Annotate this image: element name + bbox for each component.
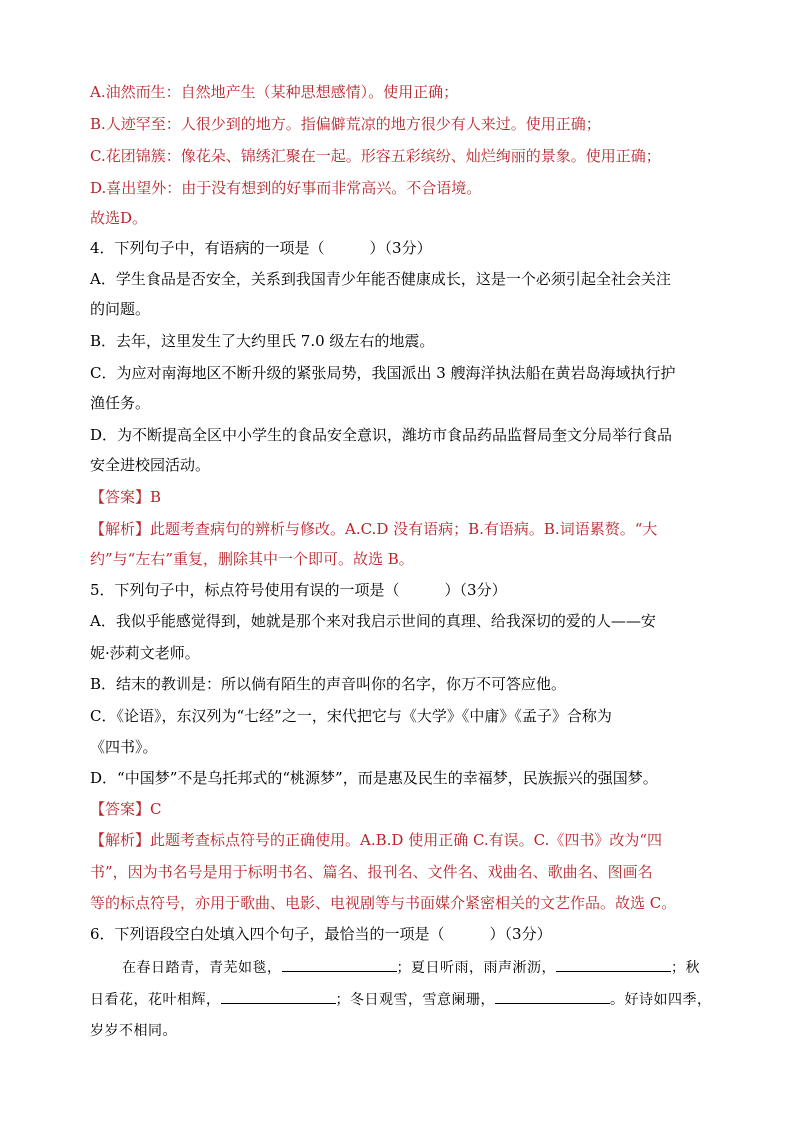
q5-option-a: A．我似乎能感觉得到，她就是那个来对我启示世间的真理、给我深切的爱的人——安: [90, 612, 656, 630]
q3-conclusion: 故选D。: [90, 209, 148, 227]
fill-blank-2: [556, 957, 671, 972]
q5-analysis-cont-1: 书”，因为书名号是用于标明书名、篇名、报刊名、文件名、戏曲名、歌曲名、图画名: [90, 863, 653, 881]
q4-option-b: B．去年，这里发生了大约里氏 7.0 级左右的地震。: [90, 332, 435, 350]
analysis-tag: 【解析】: [90, 831, 151, 849]
q5-analysis-cont-2: 等的标点符号，亦用于歌曲、电影、电视剧等与书面媒介紧密相关的文艺作品。故选 C。: [90, 894, 677, 912]
fill-blank-3: [221, 989, 336, 1004]
fill-blank-1: [282, 957, 397, 972]
passage-text: ；秋: [671, 960, 700, 976]
analysis-tag: 【解析】: [90, 520, 151, 538]
q4-option-a-cont: 的问题。: [90, 300, 151, 318]
q5-analysis: [90, 830, 662, 850]
q5-stem: 5．下列句子中，标点符号使用有误的一项是（ ）（3分）: [90, 581, 507, 599]
q5-option-d: D．“中国梦”不是乌托邦式的“桃源梦”，而是惠及民生的幸福梦，民族振兴的强国梦。: [90, 769, 658, 787]
fill-blank-4: [495, 989, 610, 1004]
q5-option-c-cont: 《四书》。: [90, 738, 158, 756]
option-b-explanation: B.人迹罕至：人很少到的地方。指偏僻荒凉的地方很少有人来过。使用正确；: [90, 115, 601, 133]
option-a-explanation: A.油然而生：自然地产生（某种思想感情）。使用正确；: [90, 83, 459, 101]
q4-analysis: [90, 519, 657, 539]
q5-answer: [90, 799, 162, 819]
passage-text: 在春日踏青，青芜如毯，: [122, 960, 282, 976]
q4-option-a: A．学生食品是否安全，关系到我国青少年能否健康成长，这是一个必须引起全社会关注: [90, 270, 671, 288]
analysis-text: 此题考查标点符号的正确使用。A.B.D 使用正确 C.有误。C.《四书》改为“四: [150, 831, 663, 849]
answer-tag: 【答案】: [90, 488, 151, 506]
q6-stem: 6．下列语段空白处填入四个句子，最恰当的一项是（ ）（3分）: [90, 925, 552, 943]
option-d-explanation: D.喜出望外：由于没有想到的好事而非常高兴。不合语境。: [90, 179, 482, 197]
answer-value: B: [150, 488, 162, 506]
passage-text: 日看花，花叶相辉，: [90, 992, 221, 1008]
passage-text: ；夏日听雨，雨声淅沥，: [396, 960, 556, 976]
q4-stem: 4．下列句子中，有语病的一项是（ ）（3分）: [90, 239, 432, 257]
q4-option-d-cont: 安全进校园活动。: [90, 456, 211, 474]
q6-passage-line-2: [90, 989, 712, 1010]
answer-tag: 【答案】: [90, 800, 151, 818]
q4-option-c: C．为应对南海地区不断升级的紧张局势，我国派出 3 艘海洋执法船在黄岩岛海域执行护: [90, 364, 676, 382]
passage-text: ；冬日观雪，雪意阑珊，: [335, 992, 495, 1008]
passage-text: 。好诗如四季，: [610, 992, 712, 1008]
q6-passage-line-3: 岁岁不相同。: [90, 1023, 177, 1039]
q5-option-b: B．结末的教训是：所以倘有陌生的声音叫你的名字，你万不可答应他。: [90, 675, 567, 693]
q4-option-d: D．为不断提高全区中小学生的食品安全意识，潍坊市食品药品监督局奎文分局举行食品: [90, 426, 673, 444]
analysis-text: 此题考查病句的辨析与修改。A.C.D 没有语病；B.有语病。B.词语累赘。“大: [150, 520, 658, 538]
q6-passage-line-1: [122, 957, 700, 978]
q4-answer: [90, 487, 161, 507]
q4-analysis-cont: 约”与“左右”重复，删除其中一个即可。故选 B。: [90, 550, 414, 568]
answer-value: C: [150, 800, 162, 818]
q5-option-c: C．《论语》，东汉列为“七经”之一，宋代把它与《大学》《中庸》《孟子》合称为: [90, 707, 612, 725]
q5-option-a-cont: 妮·莎莉文老师。: [90, 644, 200, 662]
option-c-explanation: C.花团锦簇：像花朵、锦绣汇聚在一起。形容五彩缤纷、灿烂绚丽的景象。使用正确；: [90, 147, 661, 165]
q4-option-c-cont: 渔任务。: [90, 394, 151, 412]
